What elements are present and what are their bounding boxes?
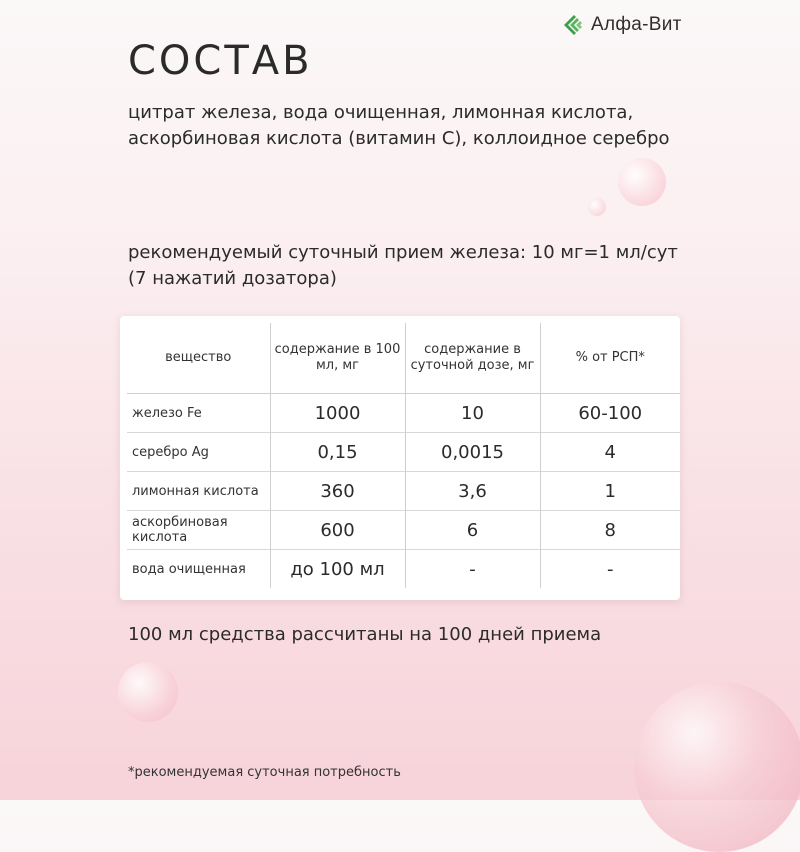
ingredients-text — [128, 100, 688, 152]
dosage-text — [128, 240, 688, 292]
header-content-daily: содержание в суточной дозе, мг — [405, 323, 540, 394]
cell-rsp-percent: 60-100 — [540, 394, 680, 433]
dosage-line: рекомендуемый суточный прием железа: 10 мг=1 мл/сут — [128, 242, 678, 263]
table-header-row — [127, 323, 680, 394]
cell-substance: аскорбиновая кислота — [127, 511, 270, 550]
cell-rsp-percent: 8 — [540, 511, 680, 550]
cell-rsp-percent: 1 — [540, 472, 680, 511]
table-row — [127, 472, 680, 511]
cell-rsp-percent: 4 — [540, 433, 680, 472]
days-note — [128, 622, 688, 648]
cell-substance: лимонная кислота — [127, 472, 270, 511]
cell-content-100ml: 360 — [270, 472, 405, 511]
composition-table-card — [120, 316, 680, 600]
cell-substance: железо Fe — [132, 405, 202, 421]
decorative-bubble — [588, 198, 606, 216]
cell-content-100ml: до 100 мл — [270, 550, 405, 589]
cell-substance: вода очищенная — [127, 550, 270, 589]
header-substance: вещество — [127, 323, 270, 394]
table-row — [127, 511, 680, 550]
page-title: СОСТАВ — [128, 38, 313, 84]
decorative-bubble — [618, 158, 666, 206]
cell-content-daily: 3,6 — [405, 472, 540, 511]
decorative-bubble — [118, 662, 178, 722]
decorative-bubble — [634, 682, 800, 852]
cell-content-100ml: 0,15 — [270, 433, 405, 472]
ingredients-line: цитрат железа, вода очищенная, лимонная кислота, — [128, 102, 634, 123]
header-rsp-percent: % от РСП* — [540, 323, 680, 394]
leaf-logo-icon — [563, 14, 585, 36]
footnote: *рекомендуемая суточная потребность — [128, 765, 401, 780]
dosage-line: (7 нажатий дозатора) — [128, 268, 337, 289]
composition-table — [127, 323, 680, 588]
cell-content-daily: 0,0015 — [405, 433, 540, 472]
cell-rsp-percent: - — [540, 550, 680, 589]
cell-content-daily: 10 — [405, 394, 540, 433]
ingredients-line: аскорбиновая кислота (витамин С), коллоидное серебро — [128, 128, 670, 149]
table-row — [127, 550, 680, 589]
brand-name: Алфа-Вит — [591, 14, 682, 35]
cell-content-daily: 6 — [405, 511, 540, 550]
cell-substance: серебро Ag — [127, 433, 270, 472]
header-content-100ml: содержание в 100 мл, мг — [270, 323, 405, 394]
cell-content-100ml: 1000 — [270, 394, 405, 433]
cell-content-daily: - — [405, 550, 540, 589]
cell-content-100ml: 600 — [270, 511, 405, 550]
days-note-text: 100 мл средства рассчитаны на 100 дней приема — [128, 624, 602, 645]
table-row — [127, 394, 680, 433]
brand-logo — [563, 14, 682, 36]
table-row — [127, 433, 680, 472]
